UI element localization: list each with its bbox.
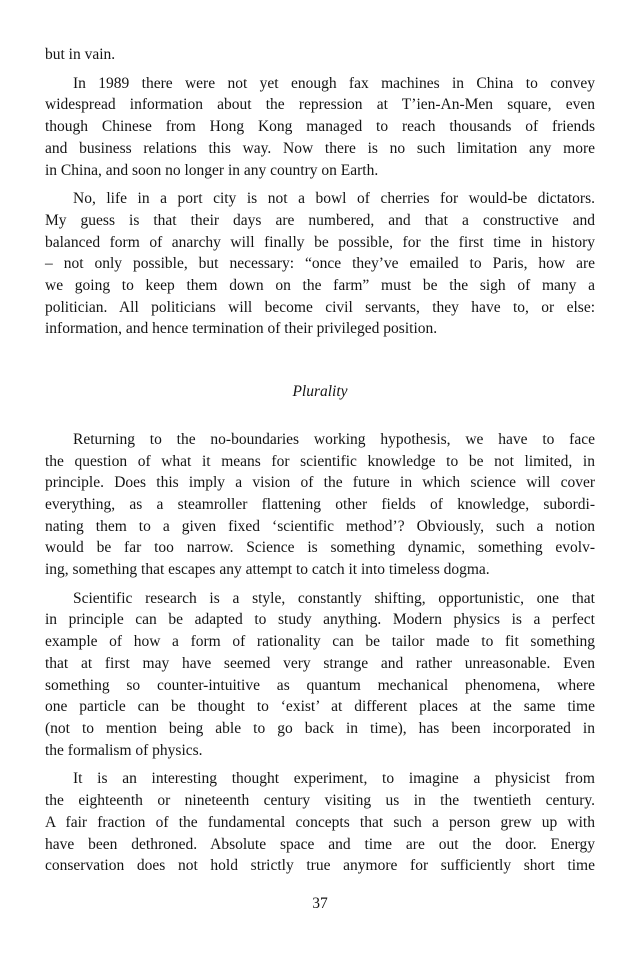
text-line: something so counter-intuitive as quantum mechanical phenomena, where (45, 676, 595, 694)
text-line: have been dethroned. Absolute space and time are out the door. Energy (45, 835, 595, 853)
text-line: and business relations this way. Now there is no such limitation any more (45, 139, 595, 157)
text-line: (not to mention being able to go back in time), has been incorporated in (45, 719, 595, 737)
text-line: No, life in a port city is not a bowl of cherries for would-be dictators. (73, 190, 595, 208)
text-line: In 1989 there were not yet enough fax machines in China to convey (73, 74, 595, 92)
text-line: in China, and soon no longer in any country on Earth. (45, 161, 379, 179)
text-line: we going to keep them down on the farm” must be the sigh of many a (45, 277, 595, 295)
text-line: My guess is that their days are numbered, and that a constructive and (45, 211, 595, 229)
text-line: principle. Does this imply a vision of the future in which science will cover (45, 474, 595, 492)
text-line: It is an interesting thought experiment, to imagine a physicist from (73, 770, 595, 788)
paragraph (45, 768, 595, 877)
text-line: conservation does not hold strictly true anymore for sufficiently short time (45, 857, 595, 875)
text-line: everything, as a steamroller flattening other fields of knowledge, subordi- (45, 495, 595, 513)
text-line: that at first may have seemed very strange and rather unreasonable. Even (45, 654, 595, 672)
text-line: but in vain. (45, 46, 116, 63)
text-line: the formalism of physics. (45, 741, 203, 759)
text-line: – not only possible, but necessary: “once they’ve emailed to Paris, how are (45, 255, 595, 273)
text-line: one particle can be thought to ‘exist’ at different places at the same time (45, 698, 595, 716)
paragraph (45, 588, 595, 762)
paragraph (45, 429, 595, 581)
text-line: balanced form of anarchy will finally be possible, for the first time in history (45, 233, 595, 251)
text-line: ing, something that escapes any attempt to catch it into timeless dogma. (45, 561, 490, 579)
paragraph (45, 73, 595, 182)
text-line: example of how a form of rationality can be tailor made to fit something (45, 633, 595, 651)
page-number: 37 (312, 895, 328, 912)
text-line: politician. All politicians will become civil servants, they have to, or else: (45, 298, 595, 316)
text-line: in principle can be adapted to study anything. Modern physics is a perfect (45, 611, 595, 629)
section-heading: Plurality (292, 383, 348, 401)
text-line: the question of what it means for scientific knowledge to be not limited, in (45, 452, 595, 470)
text-line: Returning to the no-boundaries working hypothesis, we have to face (73, 430, 595, 448)
text-line: nating them to a given fixed ‘scientific method’? Obviously, such a notion (45, 517, 595, 535)
text-line: though Chinese from Hong Kong managed to reach thousands of friends (45, 118, 595, 136)
text-line: widespread information about the repression at T’ien-An-Men square, even (45, 96, 595, 114)
paragraph (45, 44, 595, 66)
text-line: Scientific research is a style, constantly shifting, opportunistic, one that (73, 589, 595, 607)
paragraph (45, 188, 595, 340)
text-line: the eighteenth or nineteenth century visiting us in the twentieth century. (45, 792, 595, 810)
text-line: information, and hence termination of their privileged position. (45, 320, 438, 338)
text-block (45, 44, 595, 884)
text-line: A fair fraction of the fundamental concepts that such a person grew up with (45, 813, 595, 831)
text-line: would be far too narrow. Science is something dynamic, something evolv- (45, 539, 595, 557)
